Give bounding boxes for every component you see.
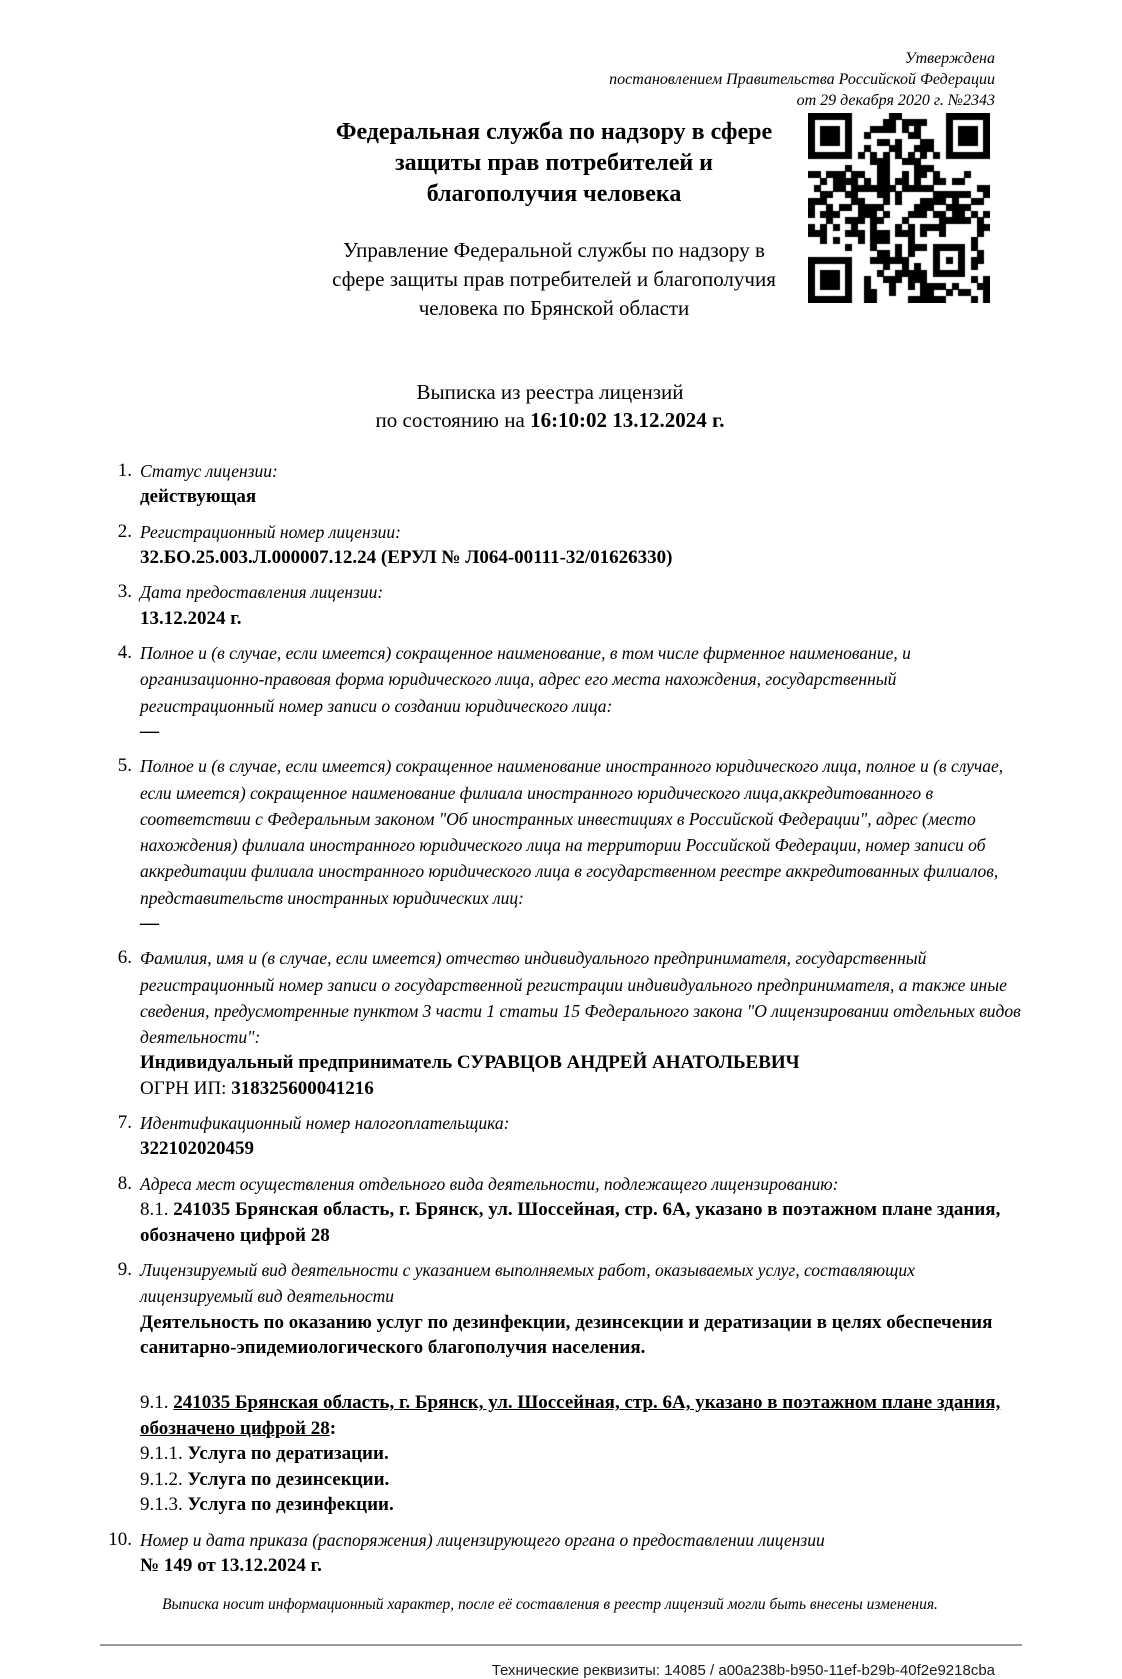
item-value-text: Услуга по дератизации. [187, 1443, 389, 1465]
item-label: Статус лицензии: [140, 460, 278, 481]
item-value [140, 1467, 1022, 1492]
item-body [140, 1171, 1022, 1248]
technical-requisites [0, 1662, 995, 1679]
item-value [140, 1076, 1022, 1101]
item-value-prefix: 9.1.2. [140, 1468, 188, 1490]
item-body [140, 1110, 1022, 1162]
extract-title [80, 379, 1020, 434]
title-block [318, 117, 790, 323]
item-value-text: Деятельность по оказанию услуг по дезинфекции, дезинсекции и дератизации в целях обеспечения санитарно-эпидемиологического благополучия населения. [140, 1311, 993, 1358]
technical-requisites-label: Технические реквизиты: [491, 1662, 660, 1679]
item-number: 6. [117, 947, 132, 969]
item-value [140, 1310, 1022, 1361]
approval-line: Утверждена [904, 50, 995, 67]
item-body [140, 945, 1022, 1101]
item-body [140, 753, 1022, 936]
item-body [140, 579, 1022, 631]
item-value-prefix: ОГРН ИП: [140, 1077, 232, 1099]
list-item [100, 945, 1022, 1101]
item-value-prefix: 9.1. [140, 1392, 174, 1414]
page-title: Федеральная служба по надзору в сфере защиты прав потребителей и благополучия человека [335, 119, 773, 207]
item-number: 7. [117, 1112, 132, 1134]
qr-code [808, 113, 990, 303]
item-value [140, 545, 1022, 570]
item-value-text: действующая [140, 486, 257, 508]
extract-asof-prefix: по состоянию на [375, 407, 525, 432]
item-value-text: 318325600041216 [231, 1077, 374, 1099]
list-item [100, 458, 1022, 510]
technical-requisites-value: 14085 / a00a238b-b950-11ef-b29b-40f2e9218cba [664, 1662, 995, 1679]
item-number: 4. [117, 642, 132, 664]
list-item [100, 1527, 1022, 1579]
item-label: Полное и (в случае, если имеется) сокращенное наименование, в том числе фирменное наименование, и организационно-правовая форма юридического лица, адрес его места нахождения, государственный регистрационный номер записи о создании юридического лица: [140, 643, 911, 716]
qr-code-image [808, 113, 990, 303]
item-value-text: 241035 Брянская область, г. Брянск, ул. Шоссейная, стр. 6А, указано в поэтажном плане здания, обозначено цифрой 28 [140, 1199, 1001, 1246]
extract-title-line2 [80, 407, 1020, 434]
item-value-prefix: 9.1.1. [140, 1443, 188, 1465]
item-value [140, 1050, 1022, 1075]
item-spacer [140, 1360, 1022, 1390]
list-item [100, 1257, 1022, 1518]
item-value-text: 241035 Брянская область, г. Брянск, ул. Шоссейная, стр. 6А, указано в поэтажном плане здания, обозначено цифрой 28 [140, 1392, 1001, 1439]
item-value-text: 13.12.2024 г. [140, 607, 242, 629]
item-value [140, 911, 1022, 936]
item-label: Регистрационный номер лицензии: [140, 521, 401, 542]
extract-title-line1: Выписка из реестра лицензий [416, 380, 684, 405]
item-label: Лицензируемый вид деятельности с указанием выполняемых работ, оказываемых услуг, составляющих лицензируемый вид деятельности [140, 1260, 915, 1307]
document-header [0, 117, 1122, 323]
item-body [140, 458, 1022, 510]
item-value-text: — [140, 912, 159, 934]
items-list [100, 458, 1022, 1578]
item-value-text: 32.БО.25.003.Л.000007.12.24 (ЕРУЛ № Л064-00111-32/01626330) [140, 546, 673, 568]
item-value-text: Услуга по дезинфекции. [187, 1494, 394, 1516]
footer-divider [100, 1644, 1022, 1646]
item-number: 9. [117, 1259, 132, 1281]
extract-asof-datetime: 16:10:02 13.12.2024 г. [530, 407, 725, 432]
item-number: 8. [117, 1172, 132, 1194]
item-body [140, 1257, 1022, 1518]
list-item [100, 519, 1022, 571]
approval-line: от 29 декабря 2020 г. №2343 [796, 92, 995, 110]
item-value-suffix: : [329, 1417, 337, 1439]
item-value [140, 606, 1022, 631]
item-value-text: Индивидуальный предприниматель СУРАВЦОВ АНДРЕЙ АНАТОЛЬЕВИЧ [140, 1052, 800, 1074]
item-value-text: — [140, 720, 159, 742]
approval-line: постановлением Правительства Российской Федерации [609, 71, 995, 89]
list-item [100, 1110, 1022, 1162]
item-value [140, 1553, 1022, 1578]
item-label: Полное и (в случае, если имеется) сокращенное наименование иностранного юридического лица, полное и (в случае, если имеется) сокращенное наименование филиала иностранного юридического лица,аккредитованного в соответствии с Федеральным законом "Об иностранных инвестициях в Российской Федерации", адрес (место нахождения) филиала иностранного юридического лица на территории Российской Федерации, номер записи об аккредитации филиала иностранного юридического лица в государственном реестре аккредитованных филиалов, представительств иностранных юридических лиц: [140, 756, 1004, 908]
item-value [140, 1136, 1022, 1161]
item-label: Фамилия, имя и (в случае, если имеется) отчество индивидуального предпринимателя, государственный регистрационный номер записи о государственной регистрации индивидуального предпринимателя, а также иные сведения, предусмотренные пунктом 3 части 1 статьи 15 Федерального закона "О лицензировании отдельных видов деятельности": [140, 948, 1021, 1047]
list-item [100, 579, 1022, 631]
item-body [140, 1527, 1022, 1579]
item-label: Номер и дата приказа (распоряжения) лицензирующего органа о предоставлении лицензии [140, 1529, 825, 1550]
item-value [140, 1390, 1022, 1441]
approval-note [0, 0, 995, 111]
item-value [140, 1492, 1022, 1517]
item-number: 1. [117, 459, 132, 481]
list-item [100, 753, 1022, 936]
item-label: Дата предоставления лицензии: [140, 582, 384, 603]
item-value-prefix: 8.1. [140, 1199, 174, 1221]
item-label: Адреса мест осуществления отдельного вида деятельности, подлежащего лицензированию: [140, 1173, 839, 1194]
department-subtitle: Управление Федеральной службы по надзору в сфере защиты прав потребителей и благополучия человека по Брянской области [332, 238, 776, 321]
list-item [100, 1171, 1022, 1248]
item-label: Идентификационный номер налогоплательщика: [140, 1113, 510, 1134]
informational-note: Выписка носит информационный характер, после её составления в реестр лицензий могли быть внесены изменения. [162, 1596, 938, 1614]
item-value-prefix: 9.1.3. [140, 1494, 188, 1516]
item-value [140, 1441, 1022, 1466]
item-value [140, 1197, 1022, 1248]
item-value-text: № 149 от 13.12.2024 г. [140, 1554, 322, 1576]
item-number: 10. [108, 1528, 132, 1550]
item-number: 5. [117, 755, 132, 777]
item-value-text: 322102020459 [140, 1138, 254, 1160]
item-body [140, 519, 1022, 571]
item-value [140, 484, 1022, 509]
item-value [140, 719, 1022, 744]
item-body [140, 640, 1022, 744]
item-value-text: Услуга по дезинсекции. [187, 1468, 390, 1490]
list-item [100, 640, 1022, 744]
item-number: 3. [117, 581, 132, 603]
item-number: 2. [117, 520, 132, 542]
